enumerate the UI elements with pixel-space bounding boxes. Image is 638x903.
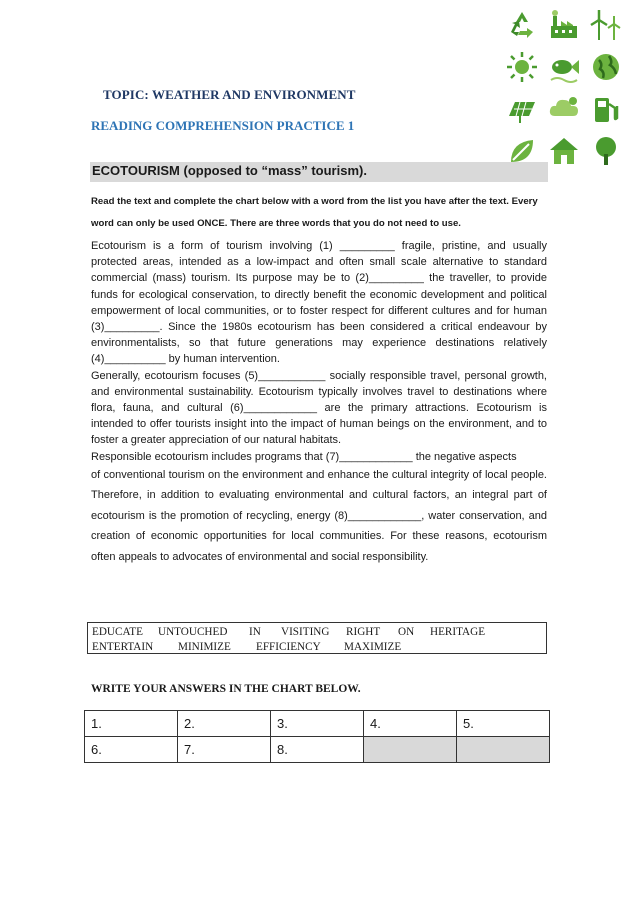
passage-paragraph-3: Responsible ecotourism includes programs that (7)____________ the negative aspects (91, 450, 517, 463)
topic-heading: TOPIC: WEATHER AND ENVIRONMENT (103, 87, 356, 102)
instructions: Read the text and complete the chart below with a word from the list you have after the text. Every word can only be used ONCE. There are three words that you do not need to use. (91, 196, 538, 229)
answers-table (84, 710, 550, 763)
word-item: MAXIMIZE (344, 641, 402, 653)
green-house-icon (547, 134, 581, 168)
word-item: ENTERTAIN (92, 641, 154, 653)
recycle-icon (505, 8, 539, 42)
word-item: VISITING (281, 626, 330, 638)
answer-cell-empty (364, 737, 457, 763)
answer-cell-empty (457, 737, 550, 763)
answers-row (85, 711, 550, 737)
word-item: ON (398, 626, 415, 638)
globe-icon (589, 50, 623, 84)
answer-cell-4[interactable]: 4. (364, 711, 457, 737)
answer-cell-2[interactable]: 2. (178, 711, 271, 737)
word-list-row-2 (92, 640, 542, 655)
solar-panel-icon (505, 92, 539, 126)
fuel-pump-icon (589, 92, 623, 126)
tree-icon (589, 134, 623, 168)
fish-icon (547, 50, 581, 84)
passage-paragraph-1: Ecotourism is a form of tourism involving (1) _________ fragile, pristine, and usually protected areas, intended as a low-impact and often small scale alternative to standard commercial (mass) tourism. Its purpose may be to (2)_________ the traveller, to provide funds for ecological conservation, to directly benefit the economic development and political empowerment of local communities, or to foster respect for different cultures and for human (3)_________. Since the 1980s ecotourism has been considered a critical endeavour by environmentalists, so that future generations may experience destinations relatively (4)__________ by human intervention. (91, 240, 547, 366)
answer-cell-7[interactable]: 7. (178, 737, 271, 763)
word-list-row-1 (92, 625, 542, 640)
answer-cell-3[interactable]: 3. (271, 711, 364, 737)
reading-passage (91, 238, 547, 567)
answer-cell-6[interactable]: 6. (85, 737, 178, 763)
passage-paragraph-2: Generally, ecotourism focuses (5)___________ socially responsible travel, personal growth, and environmental sustainability. Ecotourism typically involves travel to destinations where flora, fauna, and cultural (6)____________ are the primary attractions. Ecotourism is intended to offer tourists insight into the impact of human beings on the environment, and to foster a greater appreciation of our natural habitats. (91, 369, 547, 447)
factory-icon (547, 8, 581, 42)
word-item: MINIMIZE (178, 641, 231, 653)
section-title: ECOTOURISM (opposed to “mass” tourism). (92, 163, 367, 178)
cloud-icon (547, 92, 581, 126)
answer-cell-1[interactable]: 1. (85, 711, 178, 737)
eco-icons-grid (505, 8, 627, 126)
practice-heading: READING COMPREHENSION PRACTICE 1 (91, 118, 355, 133)
sun-icon (505, 50, 539, 84)
passage-paragraph-4: of conventional tourism on the environment and enhance the cultural integrity of local people. Therefore, in addition to evaluating environmental and cultural factors, an integral part of ecotourism is the promotion of recycling, energy (8)____________, water conservation, and creation of economic opportunities for local communities. For these reasons, ecotourism often appeals to advocates of environmental and social responsibility. (91, 468, 547, 563)
answers-heading: WRITE YOUR ANSWERS IN THE CHART BELOW. (91, 683, 361, 695)
word-item: IN (249, 626, 261, 638)
word-item: UNTOUCHED (158, 626, 228, 638)
answer-cell-8[interactable]: 8. (271, 737, 364, 763)
word-item: HERITAGE (430, 626, 486, 638)
word-item: EDUCATE (92, 626, 143, 638)
word-item: RIGHT (346, 626, 381, 638)
wind-turbines-icon (589, 8, 623, 42)
word-list-box (87, 622, 547, 654)
answers-row (85, 737, 550, 763)
word-item: EFFICIENCY (256, 641, 321, 653)
answer-cell-5[interactable]: 5. (457, 711, 550, 737)
